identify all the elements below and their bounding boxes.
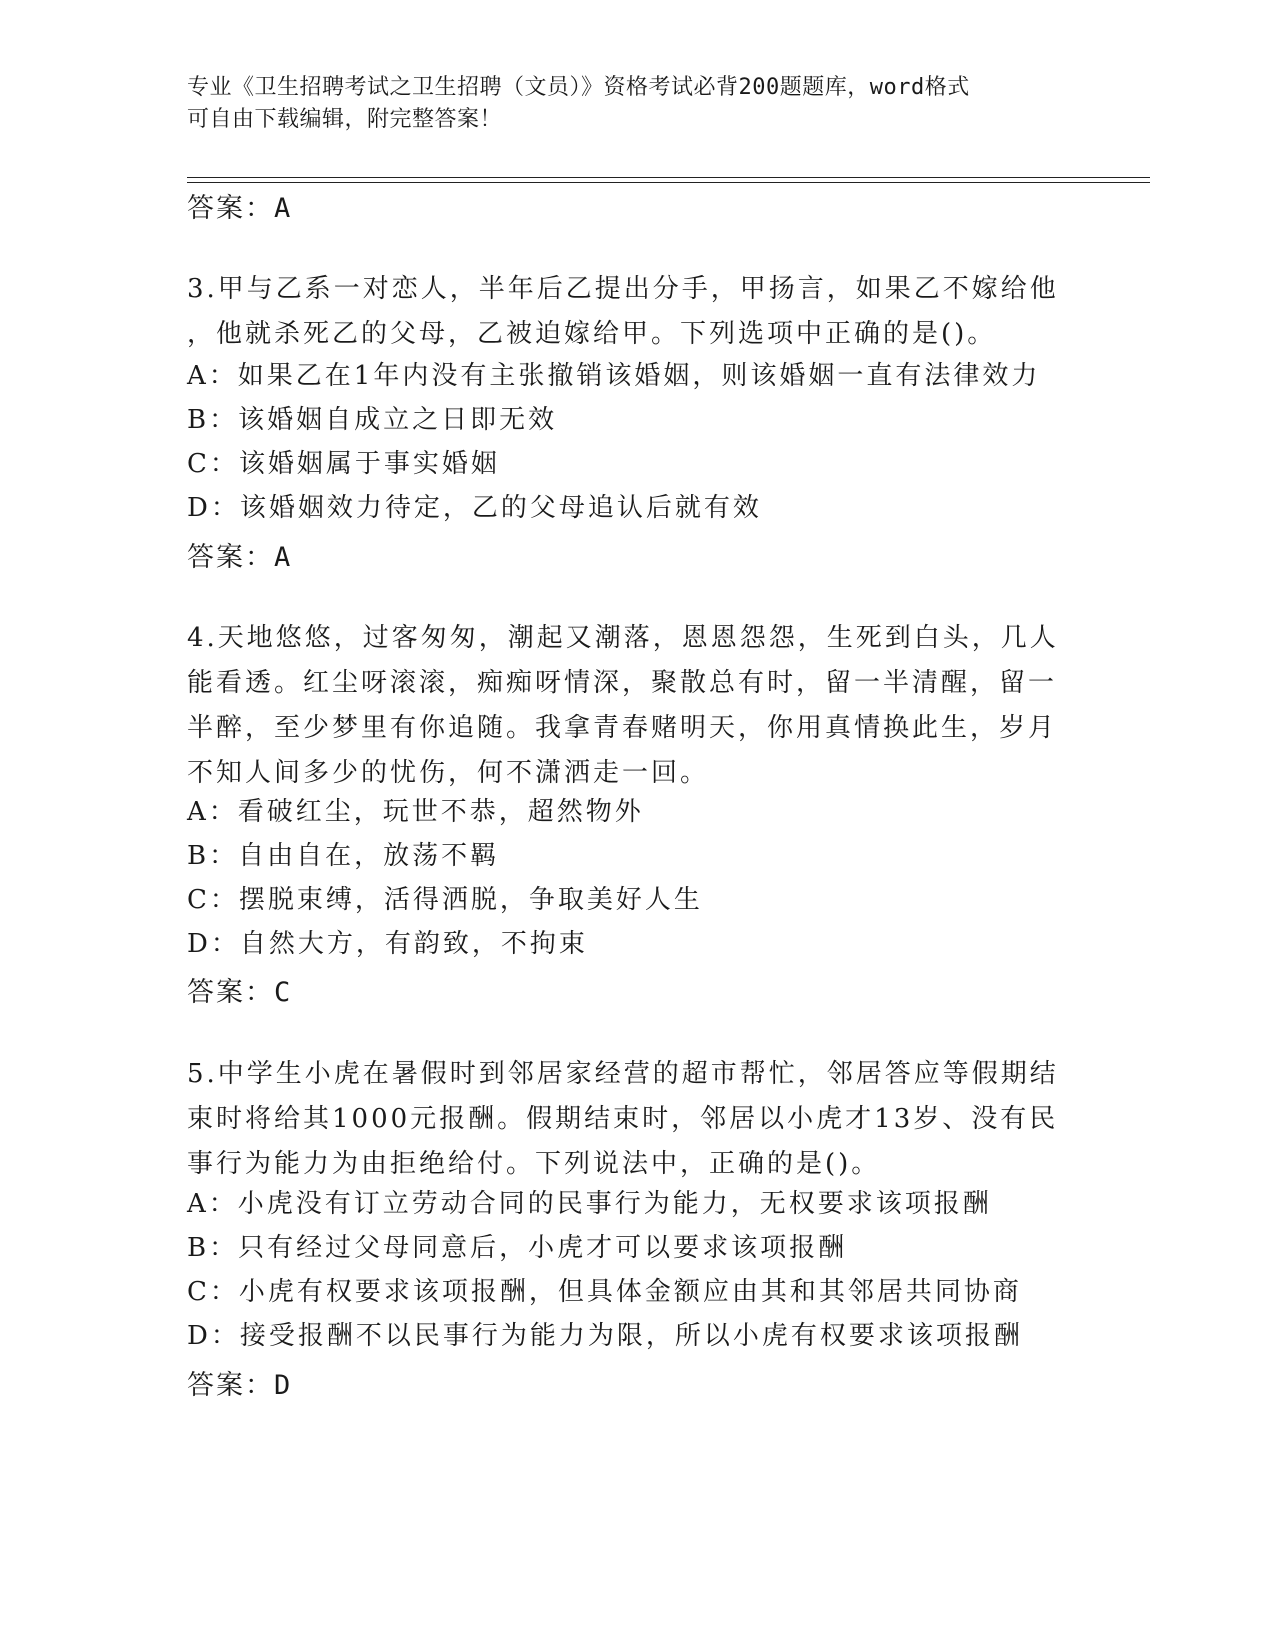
question-4-option-b: B：自由自在，放荡不羁 [187, 841, 500, 871]
question-5-option-c: C：小虎有权要求该项报酬，但具体金额应由其和其邻居共同协商 [187, 1277, 1022, 1307]
stem-line: 半醉，至少梦里有你追随。我拿青春赌明天，你用真情换此生，岁月 [187, 713, 1058, 743]
answer-prefix: 答案： [187, 193, 274, 224]
stem-line: 3.甲与乙系一对恋人，半年后乙提出分手，甲扬言，如果乙不嫁给他 [187, 274, 1059, 304]
question-4-option-c: C：摆脱束缚，活得洒脱，争取美好人生 [187, 885, 703, 915]
question-4-stem [187, 616, 1067, 796]
question-3-option-d: D：该婚姻效力待定，乙的父母追认后就有效 [187, 493, 762, 523]
question-3-stem [187, 267, 1067, 357]
question-4-answer [187, 970, 292, 1009]
stem-line: 4.天地悠悠，过客匆匆，潮起又潮落，恩恩怨怨，生死到白头，几人 [187, 623, 1059, 653]
question-3-option-c: C：该婚姻属于事实婚姻 [187, 449, 500, 479]
answer-key: C [274, 977, 293, 1008]
question-4-option-a: A：看破红尘，玩世不恭，超然物外 [187, 797, 644, 827]
answer-prefix: 答案： [187, 977, 274, 1008]
stem-line: 事行为能力为由拒绝给付。下列说法中，正确的是()。 [187, 1149, 881, 1179]
answer-key: D [274, 1370, 293, 1401]
header-line-2: 可自由下载编辑，附完整答案！ [187, 107, 503, 132]
answer-prefix: 答案： [187, 542, 274, 573]
question-5-answer [187, 1363, 292, 1402]
header-rule-top [187, 177, 1150, 178]
document-header [187, 72, 1067, 136]
question-5-option-b: B：只有经过父母同意后，小虎才可以要求该项报酬 [187, 1233, 848, 1263]
question-3-answer [187, 535, 292, 574]
stem-line: 不知人间多少的忧伤，何不潇洒走一回。 [187, 758, 710, 788]
stem-line: 5.中学生小虎在暑假时到邻居家经营的超市帮忙，邻居答应等假期结 [187, 1059, 1059, 1089]
stem-line: 能看透。红尘呀滚滚，痴痴呀情深，聚散总有时，留一半清醒，留一 [187, 668, 1058, 698]
question-5-option-a: A：小虎没有订立劳动合同的民事行为能力，无权要求该项报酬 [187, 1189, 992, 1219]
answer-key: A [274, 542, 293, 573]
header-line-1: 专业《卫生招聘考试之卫生招聘（文员）》资格考试必背200题题库，word格式 [187, 75, 970, 100]
question-5-option-d: D：接受报酬不以民事行为能力为限，所以小虎有权要求该项报酬 [187, 1321, 1023, 1351]
answer-prefix: 答案： [187, 1370, 274, 1401]
question-3-option-a: A：如果乙在1年内没有主张撤销该婚姻，则该婚姻一直有法律效力 [187, 361, 1041, 391]
question-4-option-d: D：自然大方，有韵致，不拘束 [187, 929, 588, 959]
stem-line: 束时将给其1000元报酬。假期结束时，邻居以小虎才13岁、没有民 [187, 1104, 1059, 1134]
stem-line: ，他就杀死乙的父母，乙被迫嫁给甲。下列选项中正确的是()。 [187, 319, 997, 349]
header-rule-bottom [187, 182, 1150, 183]
answer-key: A [274, 193, 293, 224]
answer-line [187, 186, 292, 225]
question-3-option-b: B：该婚姻自成立之日即无效 [187, 405, 558, 435]
question-5-stem [187, 1052, 1067, 1187]
